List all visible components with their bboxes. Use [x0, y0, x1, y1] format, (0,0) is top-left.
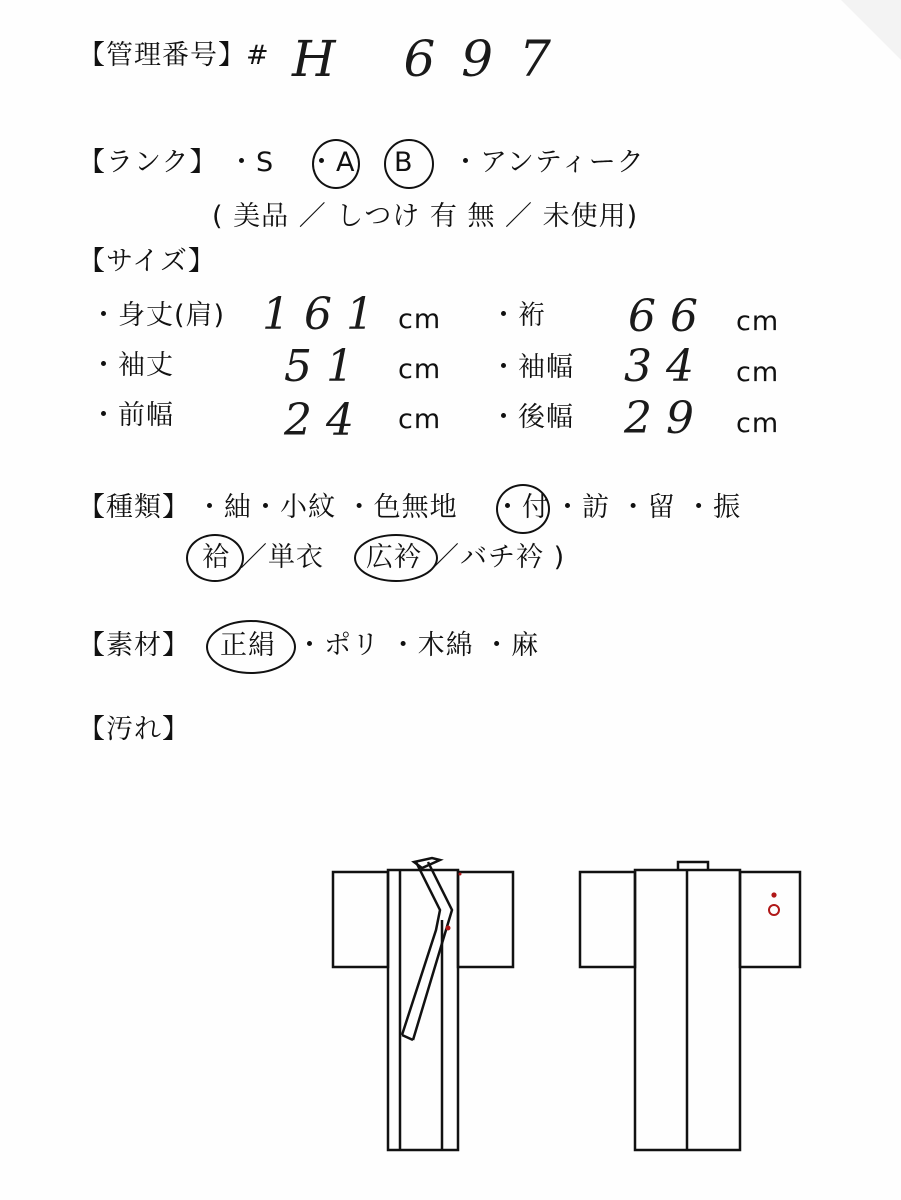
sodehaba-value: 34	[624, 341, 708, 392]
kimono-front-outline	[333, 858, 513, 1150]
mitake-label: ・身丈(肩)	[90, 300, 226, 331]
rank-label: 【ランク】	[78, 147, 218, 178]
stain-mark-front-2	[459, 873, 462, 876]
type-awase: 袷	[202, 542, 230, 573]
ushirohaba-value: 29	[624, 393, 708, 444]
rank-a-circle	[312, 139, 360, 189]
type-line1: ・紬・小紋 ・色無地	[196, 492, 458, 523]
stain-mark-front	[446, 926, 451, 931]
size-label: 【サイズ】	[78, 246, 216, 277]
stain-mark-back	[769, 893, 779, 915]
maehaba-value: 24	[284, 395, 368, 446]
type-label: 【種類】	[78, 492, 190, 523]
type-awase-circle	[186, 534, 244, 582]
maehaba-label: ・前幅	[90, 400, 174, 431]
rank-b: B	[394, 147, 414, 178]
stain-label: 【汚れ】	[78, 714, 190, 745]
rank-s: ・S	[228, 147, 275, 178]
kimono-diagram	[320, 850, 820, 1170]
sodetake-unit: cm	[398, 354, 442, 385]
rank-a: ・A	[308, 147, 356, 178]
type-rest: ・訪 ・留 ・振	[554, 492, 742, 523]
material-label: 【素材】	[78, 630, 190, 661]
rank-b-circle	[384, 139, 434, 189]
paper-corner	[841, 0, 901, 60]
type-tsuke-circle	[496, 484, 550, 534]
material-rest: ・ポリ ・木綿 ・麻	[296, 630, 540, 661]
type-hitoe: ／単衣	[240, 542, 324, 573]
sodehaba-unit: cm	[736, 357, 780, 388]
kimono-back-outline	[580, 862, 800, 1150]
sodetake-label: ・袖丈	[90, 350, 174, 381]
sodehaba-label: ・袖幅	[490, 352, 574, 383]
yuki-label: ・裄	[490, 300, 546, 331]
yuki-unit: cm	[736, 306, 780, 337]
mgmt-value: H 697	[292, 30, 577, 88]
rank-antique: ・アンティーク	[452, 147, 645, 178]
ushirohaba-unit: cm	[736, 408, 780, 439]
type-tsuke: ・付	[494, 492, 550, 523]
rank-sub: ( 美品 ／ しつけ 有 無 ／ 未使用)	[212, 201, 639, 232]
yuki-value: 66	[628, 291, 712, 342]
mitake-unit: cm	[398, 304, 442, 335]
mitake-value: 161	[262, 289, 388, 340]
type-bachieri: ／バチ衿 )	[432, 542, 566, 573]
maehaba-unit: cm	[398, 404, 442, 435]
type-hiroeri-circle	[354, 534, 438, 582]
material-silk-circle	[206, 620, 296, 674]
type-hiroeri: 広衿	[366, 542, 422, 573]
ushirohaba-label: ・後幅	[490, 402, 574, 433]
material-silk: 正絹	[220, 630, 276, 661]
sodetake-value: 51	[284, 341, 368, 392]
mgmt-label: 【管理番号】#	[78, 40, 270, 71]
